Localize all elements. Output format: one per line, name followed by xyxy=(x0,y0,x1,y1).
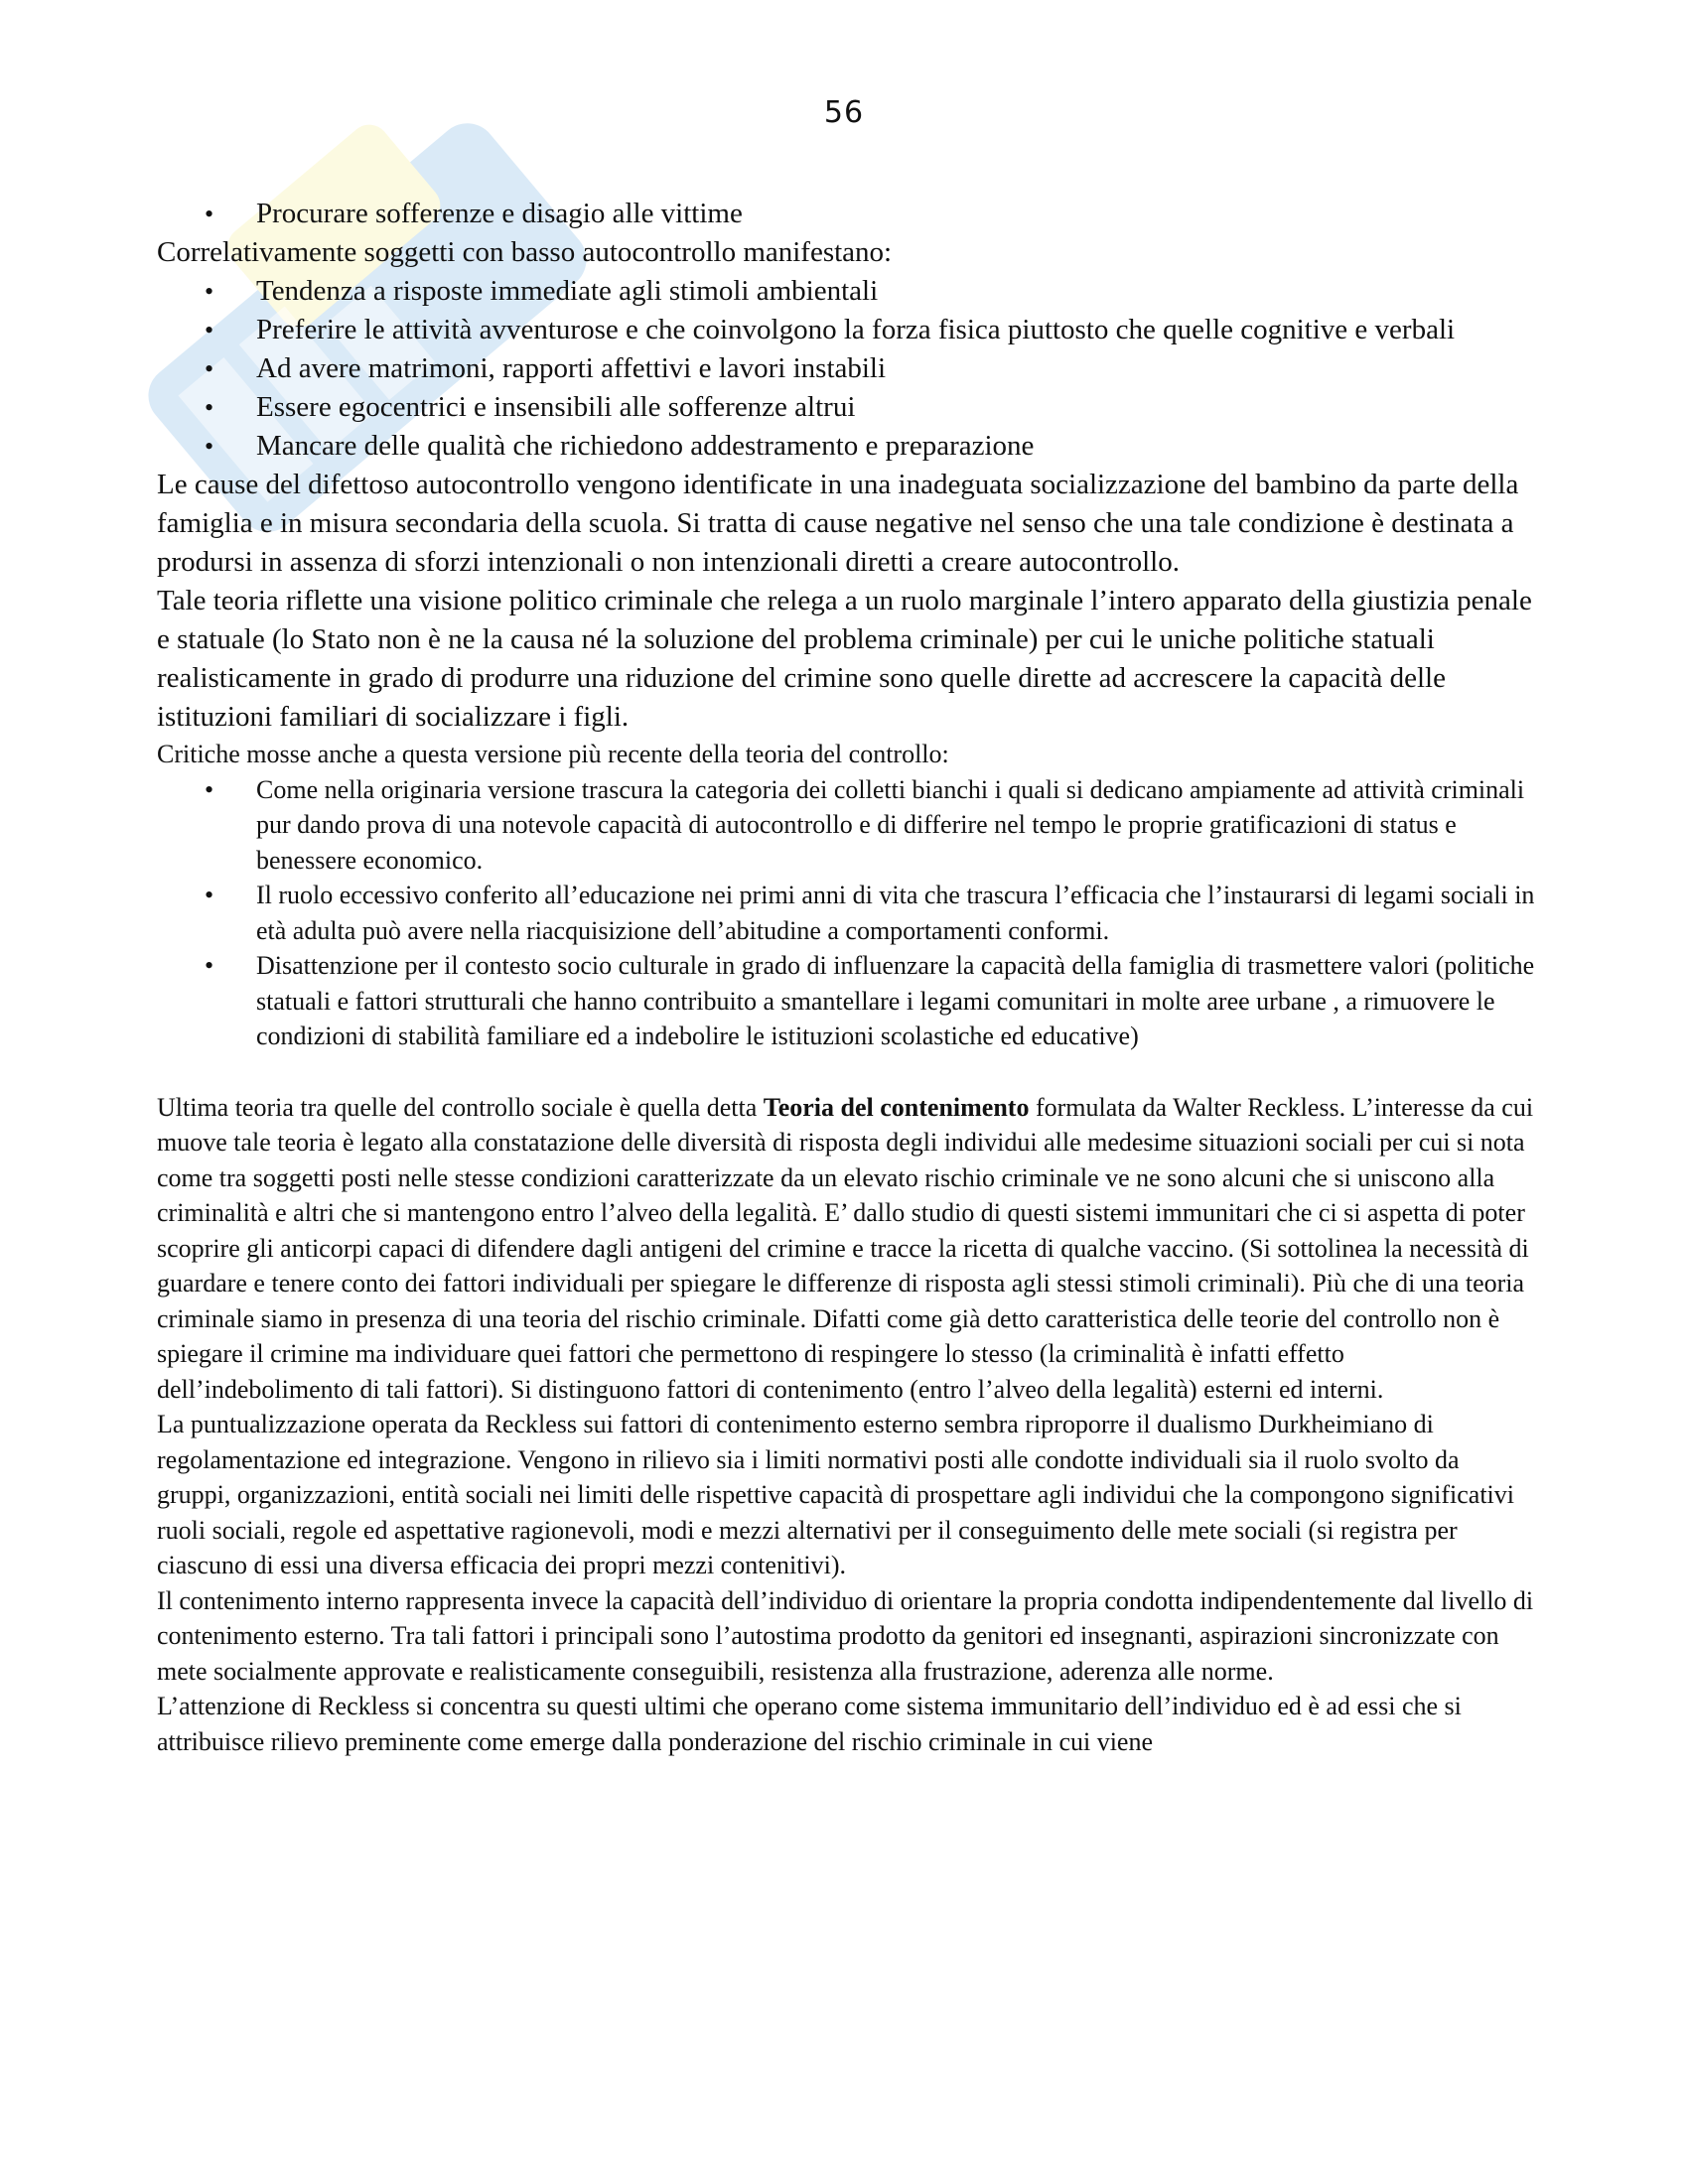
bullet-list-3 xyxy=(157,772,1537,1054)
text-run: formulata da Walter Reckless. L’interesse da cui muove tale teoria è legato alla constatazione delle diversità di risposta degli individui alle medesime situazioni sociali per cui si nota come tra soggetti posti nelle stesse condizioni caratterizzate da un elevato rischio criminale ve ne sono alcuni che si uniscono alla criminalità e altri che si mantengono entro l’alveo della legalità. E’ dallo studio di questi sistemi immunitari che ci si aspetta di poter scoprire gli anticorpi capaci di difendere dagli antigeni del crimine e tracce la ricetta di qualche vaccino. (Si sottolinea la necessità di guardare e tenere conto dei fattori individuali per spiegare le differenze di risposta agli stessi stimoli criminali). Più che di una teoria criminale siamo in presenza di una teoria del rischio criminale. Difatti come già detto caratteristica delle teorie del controllo non è spiegare il crimine ma individuare quei fattori che permettono di respingere lo stesso (la criminalità è infatti effetto dell’indebolimento di tali fattori). Si distinguono fattori di contenimento (entro l’alveo della legalità) esterni ed interni. xyxy=(157,1092,1534,1404)
list-item: • Come nella originaria versione trascura la categoria dei colletti bianchi i quali si dedicano ampiamente ad attività criminali pur dando prova di una notevole capacità di autocontrollo e di differire nel tempo le proprie gratificazioni di status e benessere economico. xyxy=(157,772,1537,879)
paragraph xyxy=(157,1090,1537,1408)
list-item: • Mancare delle qualità che richiedono addestramento e preparazione xyxy=(157,427,1537,466)
spacer xyxy=(157,1054,1537,1090)
list-item: • Procurare sofferenze e disagio alle vittime xyxy=(157,195,1537,233)
list-item: • Preferire le attività avventurose e che coinvolgono la forza fisica piuttosto che quelle cognitive e verbali xyxy=(157,311,1537,349)
page-content xyxy=(157,195,1537,1759)
bullet-list-1 xyxy=(157,195,1537,233)
page-number: 56 xyxy=(823,95,865,130)
bold-term: Teoria del contenimento xyxy=(763,1092,1030,1122)
paragraph: Correlativamente soggetti con basso autocontrollo manifestano: xyxy=(157,236,893,268)
paragraph: Le cause del difettoso autocontrollo vengono identificate in una inadeguata socializzazione del bambino da parte della famiglia e in misura secondaria della scuola. Si tratta di cause negative nel senso che una tale condizione è destinata a prodursi in assenza di sforzi intenzionali o non intenzionali diretti a creare autocontrollo. xyxy=(157,469,1519,578)
paragraph: Critiche mosse anche a questa versione più recente della teoria del controllo: xyxy=(157,740,949,768)
paragraph: La puntualizzazione operata da Reckless sui fattori di contenimento esterno sembra riproporre il dualismo Durkheimiano di regolamentazione ed integrazione. Vengono in rilievo sia i limiti normativi posti alle condotte individuali sia il ruolo svolto da gruppi, organizzazioni, entità sociali nei limiti delle rispettive capacità di prospettare agli individui che la compongono significativi ruoli sociali, regole ed aspettative ragionevoli, modi e mezzi alternativi per il conseguimento delle mete sociali (si registra per ciascuno di essi una diversa efficacia dei propri mezzi contenitivi). xyxy=(157,1410,1515,1579)
list-item: • Essere egocentrici e insensibili alle sofferenze altrui xyxy=(157,388,1537,427)
list-item: • Ad avere matrimoni, rapporti affettivi e lavori instabili xyxy=(157,349,1537,388)
list-item: • Il ruolo eccessivo conferito all’educazione nei primi anni di vita che trascura l’efficacia che l’instaurarsi di legami sociali in età adulta può avere nella riacquisizione dell’abitudine a comportamenti conformi. xyxy=(157,878,1537,948)
paragraph: Il contenimento interno rappresenta invece la capacità dell’individuo di orientare la propria condotta indipendentemente dal livello di contenimento esterno. Tra tali fattori i principali sono l’autostima prodotto da genitori ed insegnanti, aspirazioni sincronizzate con mete socialmente approvate e realisticamente conseguibili, resistenza alla frustrazione, aderenza alle norme. xyxy=(157,1585,1534,1686)
bullet-list-2 xyxy=(157,272,1537,466)
paragraph: L’attenzione di Reckless si concentra su questi ultimi che operano come sistema immunitario dell’individuo ed è ad essi che si attribuisce rilievo preminente come emerge dalla ponderazione del rischio criminale in cui viene xyxy=(157,1692,1462,1756)
list-item: • Tendenza a risposte immediate agli stimoli ambientali xyxy=(157,272,1537,311)
paragraph: Tale teoria riflette una visione politico criminale che relega a un ruolo marginale l’intero apparato della giustizia penale e statuale (lo Stato non è ne la causa né la soluzione del problema criminale) per cui le uniche politiche statuali realisticamente in grado di produrre una riduzione del crimine sono quelle dirette ad accrescere la capacità delle istituzioni familiari di socializzare i figli. xyxy=(157,585,1532,733)
list-item: • Disattenzione per il contesto socio culturale in grado di influenzare la capacità della famiglia di trasmettere valori (politiche statuali e fattori strutturali che hanno contribuito a smantellare i legami comunitari in molte aree urbane , a rimuovere le condizioni di stabilità familiare ed a indebolire le istituzioni scolastiche ed educative) xyxy=(157,948,1537,1054)
text-run: Ultima teoria tra quelle del controllo sociale è quella detta xyxy=(157,1092,764,1122)
